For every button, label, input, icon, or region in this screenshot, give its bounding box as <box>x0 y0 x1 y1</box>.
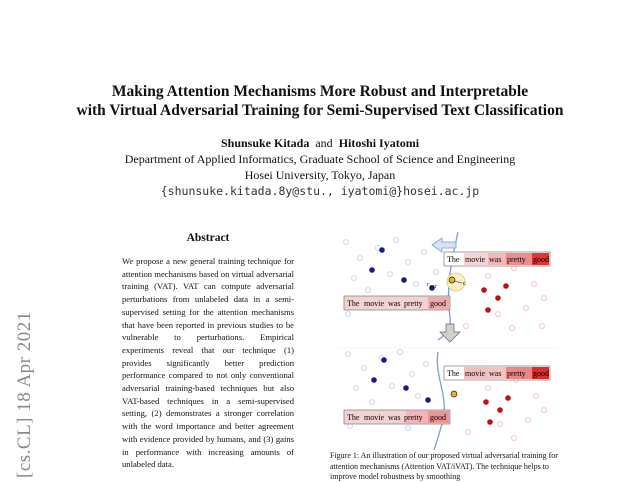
word-3: was <box>388 413 401 422</box>
word-5: good <box>533 369 549 378</box>
word-4: pretty <box>507 255 526 264</box>
author-conjunction: and <box>315 136 333 150</box>
affiliation-line-2: Hosei University, Tokyo, Japan <box>244 168 396 182</box>
down-arrow-icon <box>440 324 460 342</box>
authors <box>0 136 640 151</box>
word-5: good <box>430 413 446 422</box>
author-emails: {shunsuke.kitada.8y@stu., iyatomi@}hosei.ac.jp <box>160 184 480 198</box>
perturbed-point <box>449 277 455 283</box>
word-4: pretty <box>507 369 526 378</box>
word-1: The <box>347 413 360 422</box>
word-2: movie <box>465 369 485 378</box>
word-3: was <box>388 299 401 308</box>
figure-caption: Figure 1: An illustration of our proposed virtual adversarial training for attention mechanisms (Attention VAT/iVAT). The technique helps to improve model robustness by smoothing <box>330 451 558 481</box>
word-2: movie <box>364 413 384 422</box>
title-line-2: with Virtual Adversarial Training for Semi-Supervised Text Classification <box>76 102 564 119</box>
paper-title <box>0 82 640 120</box>
decision-boundary-bottom <box>434 352 444 450</box>
word-2: movie <box>465 255 485 264</box>
word-4: pretty <box>404 413 423 422</box>
word-3: was <box>489 369 502 378</box>
perturbation-arrow-label: c <box>463 281 466 287</box>
word-2: movie <box>364 299 384 308</box>
vat-label: $r_{VAT}$ <box>427 282 437 289</box>
affiliation <box>0 151 640 183</box>
word-1: The <box>447 369 460 378</box>
sentence-box-bottom-left <box>344 410 450 424</box>
top-unlabeled-dots-red <box>464 266 547 331</box>
arxiv-stamp: [cs.CL] 18 Apr 2021 <box>14 311 35 478</box>
author-1: Shunsuke Kitada <box>220 136 310 150</box>
abstract-body: We propose a new general training technique for attention mechanisms based on virtual adversarial training (VAT). VAT can compute adversarial perturbations from unlabeled data in a semi-supervised setting for the attention mechanisms that have been reported in previous studies to be vulnerable to perturbations. Empirical experiments reveal that our technique (1) provides significantly better prediction performance compared to not only conventional adversarial training-based techniques but also VAT-based techniques in a semi-supervised setting, (2) demonstrates a stronger correlation with the word importance and better agreement with evidence provided by humans, and (3) gains in performance with increasing amounts of unlabeled data. <box>122 256 294 470</box>
sentence-box-top-left <box>344 296 450 310</box>
bottom-unlabeled-dots-red <box>466 378 547 441</box>
word-4: pretty <box>404 299 423 308</box>
word-1: The <box>347 299 360 308</box>
affiliation-line-1: Department of Applied Informatics, Graduate School of Science and Engineering <box>124 152 516 166</box>
word-1: The <box>447 255 460 264</box>
word-3: was <box>489 255 502 264</box>
sentence-box-top-right <box>444 252 550 266</box>
left-arrow-icon <box>432 238 456 252</box>
word-5: good <box>430 299 446 308</box>
smoothed-point <box>451 391 457 397</box>
title-line-1: Making Attention Mechanisms More Robust and Interpretable <box>111 83 529 100</box>
sentence-box-bottom-right <box>444 366 550 380</box>
word-5: good <box>533 255 549 264</box>
author-2: Hitoshi Iyatomi <box>338 136 420 150</box>
figure-1 <box>338 228 558 450</box>
abstract-heading: Abstract <box>186 232 230 244</box>
